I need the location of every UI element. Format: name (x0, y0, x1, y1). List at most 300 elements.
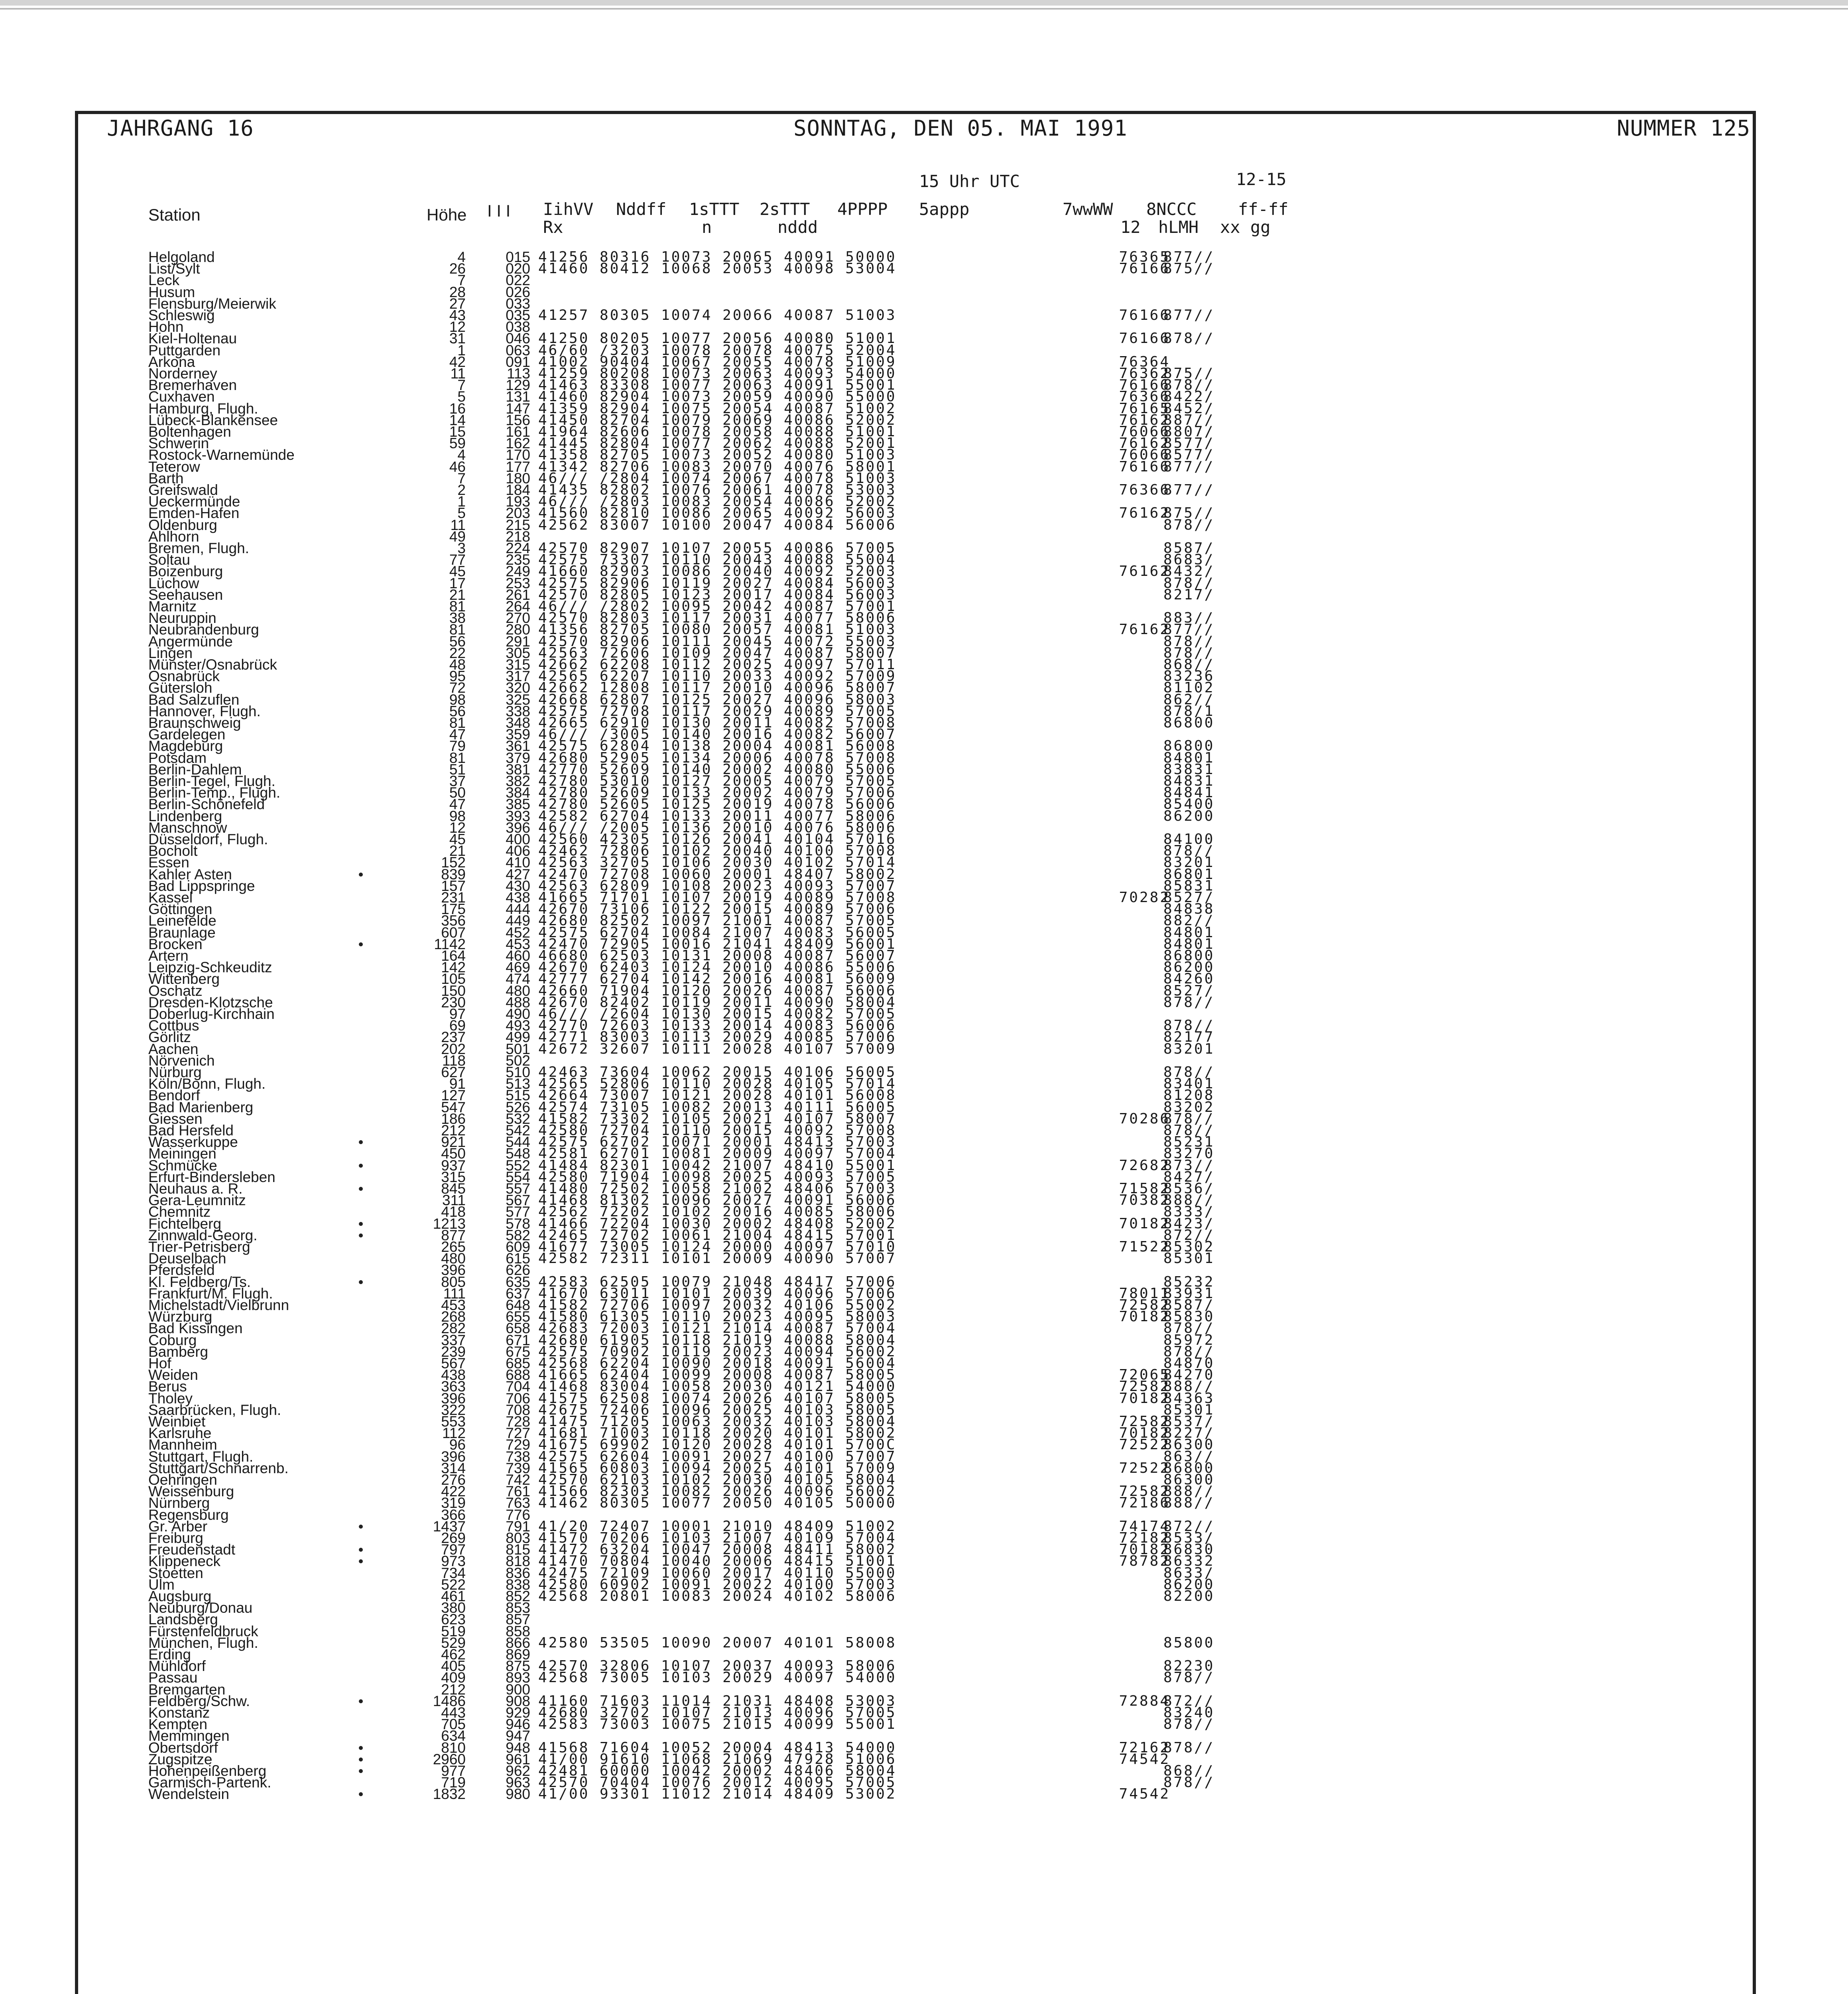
cloud-group: 85830 (1163, 1308, 1215, 1325)
station-number: 685 (506, 1355, 530, 1371)
synop-groups: 41256 80316 10073 20065 40091 50000 (538, 249, 897, 265)
cloud-group: 8807/ (1163, 424, 1215, 440)
station-name: Hamburg, Flugh. (148, 400, 258, 417)
weather-group: 76166 (1119, 260, 1170, 277)
station-name: Arkona (148, 353, 195, 370)
station-number: 947 (506, 1728, 530, 1744)
station-height: 17 (449, 575, 466, 591)
synop-groups: 41/20 72407 10001 21010 48409 51002 (538, 1518, 897, 1535)
station-number: 515 (506, 1087, 530, 1104)
station-height: 46 (449, 458, 466, 475)
station-name: Bad Salzuflen (148, 691, 240, 708)
cloud-group: 84841 (1163, 784, 1215, 801)
station-name: Giessen (148, 1110, 203, 1127)
station-name: Berlin-Dahlem (148, 761, 242, 778)
synop-groups: 41/00 91610 11068 21069 47928 51006 (538, 1751, 897, 1767)
ww12-column-header: 12 (1120, 217, 1141, 237)
synop-groups: 46/60 /3203 10078 20078 40075 52004 (538, 342, 897, 359)
station-name: Michelstadt/Vielbrunn (148, 1297, 289, 1313)
weather-group: 72582 (1119, 1297, 1170, 1313)
synop-groups: 42780 52605 10125 20019 40078 56006 (538, 796, 897, 813)
station-name: Potsdam (148, 749, 207, 766)
synop-groups: 42680 32702 10107 21013 40096 57005 (538, 1704, 897, 1721)
synop-groups: 41463 83308 10077 20063 40091 55001 (538, 377, 897, 394)
station-number: 203 (506, 505, 530, 522)
station-name: Nürburg (148, 1064, 202, 1080)
station-number: 305 (506, 644, 530, 661)
synop-groups: 42570 32806 10107 20037 40093 58006 (538, 1658, 897, 1675)
synop-groups: 42580 53505 10090 20007 40101 58008 (538, 1634, 897, 1651)
station-name: Zugspitze (148, 1751, 213, 1767)
station-number: 838 (506, 1576, 530, 1593)
station-height: 38 (449, 610, 466, 627)
station-name: Puttgarden (148, 342, 221, 359)
synop-groups: 42780 52609 10133 20002 40079 57006 (538, 784, 897, 801)
synop-groups: 42581 62701 10081 20009 40097 57004 (538, 1145, 897, 1162)
station-height: 453 (441, 1297, 466, 1313)
station-name: Berlin-Schönefeld (148, 796, 265, 813)
station-name: Stoetten (148, 1564, 203, 1581)
station-height: 45 (449, 831, 466, 847)
station-number: 453 (506, 936, 530, 952)
synop-groups: 42662 12808 10117 20010 40096 58007 (538, 680, 897, 696)
station-height: 607 (441, 924, 466, 941)
synop-groups: 42560 42305 10126 20041 40104 57016 (538, 831, 897, 847)
station-name: München, Flugh. (148, 1634, 258, 1651)
cloud-group: 878// (1163, 575, 1215, 591)
cloud-group: 86801 (1163, 866, 1215, 883)
ffff-column-header: ff-ff (1238, 199, 1289, 219)
station-number: 348 (506, 715, 530, 731)
cloud-group: 883// (1163, 610, 1215, 627)
station-number: 706 (506, 1390, 530, 1407)
station-name: Lüchow (148, 575, 199, 591)
cloud-group: 83201 (1163, 854, 1215, 871)
station-name: Mühldorf (148, 1658, 206, 1675)
station-number: 400 (506, 831, 530, 847)
cloud-group: 84270 (1163, 1367, 1215, 1383)
station-number: 147 (506, 400, 530, 417)
station-name: List/Sylt (148, 260, 200, 277)
station-height: 7 (457, 377, 466, 394)
station-number: 609 (506, 1239, 530, 1255)
synop-groups: 42670 62403 10124 20010 40086 55006 (538, 959, 897, 976)
synop-groups: 42580 60902 10091 20022 40100 57003 (538, 1576, 897, 1593)
cloud-group: 8536/ (1163, 1180, 1215, 1197)
station-name: Berus (148, 1378, 187, 1395)
cloud-group: 868// (1163, 1763, 1215, 1779)
station-name: Saarbrücken, Flugh. (148, 1401, 281, 1418)
station-number: 410 (506, 854, 530, 871)
station-number: 866 (506, 1634, 530, 1651)
station-number: 430 (506, 877, 530, 894)
station-height: 322 (441, 1401, 466, 1418)
time-label: 15 Uhr UTC (919, 171, 1020, 191)
mountain-station-marker (359, 1280, 363, 1284)
station-name: Soltau (148, 552, 190, 568)
station-height: 175 (441, 901, 466, 918)
weather-group: 72682 (1119, 1157, 1170, 1174)
weather-group: 76162 (1119, 435, 1170, 452)
station-number: 552 (506, 1157, 530, 1174)
station-height: 77 (449, 552, 466, 568)
station-number: 961 (506, 1751, 530, 1767)
station-name: Nürnberg (148, 1495, 210, 1511)
date-label: SONNTAG, DEN 05. MAI 1991 (793, 116, 1128, 141)
weather-group: 76162 (1119, 563, 1170, 580)
cloud-group: 872// (1163, 1693, 1215, 1709)
station-number: 948 (506, 1739, 530, 1756)
weather-group: 72065 (1119, 1367, 1170, 1383)
station-number: 361 (506, 738, 530, 755)
station-height: 11 (450, 516, 466, 533)
station-name: Greifswald (148, 482, 218, 498)
station-number: 557 (506, 1180, 530, 1197)
height-column-header: Höhe (427, 205, 467, 224)
station-column-header: Station (148, 205, 201, 224)
cloud-group: 83831 (1163, 761, 1215, 778)
station-number: 381 (506, 761, 530, 778)
station-name: Artern (148, 948, 189, 964)
station-number: 113 (507, 365, 530, 382)
station-name: Göttingen (148, 901, 213, 918)
synop-groups: 41250 80205 10077 20056 40080 51001 (538, 330, 897, 347)
station-number: 658 (506, 1320, 530, 1337)
synop-groups: 42470 72905 10016 21041 48409 56001 (538, 936, 897, 952)
station-height: 28 (449, 284, 466, 300)
station-height: 98 (449, 691, 466, 708)
cloud-group: 86200 (1163, 808, 1215, 824)
weather-group: 70182 (1119, 1541, 1170, 1558)
station-height: 314 (441, 1460, 466, 1476)
station-number: 384 (506, 784, 530, 801)
cloud-group: 84838 (1163, 901, 1215, 918)
station-name: Coburg (148, 1332, 197, 1348)
station-height: 157 (441, 877, 466, 894)
synop-groups: 42570 82906 10111 20045 40072 55003 (538, 633, 897, 650)
station-height: 396 (441, 1448, 466, 1465)
station-number: 728 (506, 1413, 530, 1430)
synop-groups: 42575 82906 10119 20027 40084 56003 (538, 575, 897, 591)
synop-groups: 42574 73105 10082 20013 40111 56005 (538, 1099, 897, 1115)
station-height: 1142 (434, 936, 466, 952)
weather-group: 76162 (1119, 621, 1170, 638)
pppp-column-header: 4PPPP (837, 199, 888, 219)
station-name: Magdeburg (148, 738, 223, 755)
cloud-group: 8683/ (1163, 552, 1215, 568)
station-height: 212 (441, 1122, 466, 1139)
station-number: 655 (506, 1308, 530, 1325)
synop-groups: 42462 72806 10102 20040 40100 57008 (538, 843, 897, 859)
synop-groups: 41002 90404 10067 20055 40078 51009 (538, 353, 897, 370)
cloud-group: 878// (1163, 843, 1215, 859)
scan-line (0, 8, 1848, 10)
station-number: 038 (506, 319, 530, 335)
synop-groups: 42662 62208 10112 20025 40097 57011 (538, 656, 897, 673)
station-name: Braunlage (148, 924, 216, 941)
station-name: Neubrandenburg (148, 621, 259, 638)
station-name: Bad Marienberg (148, 1099, 254, 1115)
station-name: Bamberg (148, 1343, 209, 1360)
nddff-column-header: Nddff (616, 199, 667, 219)
station-number: 675 (506, 1343, 530, 1360)
station-number: 577 (506, 1204, 530, 1220)
weather-group: 76162 (1119, 505, 1170, 522)
station-height: 409 (441, 1669, 466, 1686)
synop-groups: 42570 82805 10123 20017 40084 56003 (538, 586, 897, 603)
station-number: 776 (506, 1506, 530, 1523)
cloud-group: 868// (1163, 656, 1215, 673)
station-name: Leinefelde (148, 912, 216, 929)
station-name: Görlitz (148, 1029, 191, 1046)
station-name: Braunschweig (148, 715, 241, 731)
station-height: 12 (449, 319, 466, 335)
synop-groups: 41470 70804 10040 20006 48415 51001 (538, 1553, 897, 1570)
cloud-group: 82177 (1163, 1029, 1215, 1046)
jahrgang-label: JAHRGANG 16 (107, 116, 254, 141)
station-height: 142 (441, 959, 466, 976)
station-name: Bremen, Flugh. (148, 540, 249, 556)
cloud-group: 83240 (1163, 1704, 1215, 1721)
station-number: 637 (506, 1285, 530, 1302)
station-number: 803 (506, 1530, 530, 1546)
station-name: Ueckermünde (148, 493, 240, 510)
station-name: Passau (148, 1669, 198, 1686)
station-name: Freudenstadt (148, 1541, 236, 1558)
station-number: 818 (506, 1553, 530, 1570)
cloud-group: 85301 (1163, 1401, 1215, 1418)
station-height: 59 (449, 435, 466, 452)
station-height: 12 (449, 819, 466, 836)
station-name: Schmücke (148, 1157, 217, 1174)
synop-groups: 42777 62704 10142 20016 40081 56009 (538, 971, 897, 987)
cloud-group: 86800 (1163, 948, 1215, 964)
station-height: 461 (441, 1588, 466, 1604)
station-height: 230 (441, 994, 466, 1011)
station-number: 474 (506, 971, 530, 987)
synop-groups: 42470 72708 10060 20001 48407 58002 (538, 866, 897, 883)
station-height: 7 (457, 272, 466, 289)
station-height: 231 (441, 889, 466, 906)
station-name: Oschatz (148, 982, 203, 999)
synop-groups: 41568 71604 10052 20004 48413 54000 (538, 1739, 897, 1756)
synop-groups: 42665 62910 10130 20011 40082 57008 (538, 715, 897, 731)
mountain-station-marker (359, 1233, 363, 1237)
station-height: 31 (449, 330, 466, 347)
station-name: Kempten (148, 1716, 208, 1733)
cloud-group: 887// (1163, 412, 1215, 428)
cloud-group: 84870 (1163, 1355, 1215, 1371)
station-number: 980 (506, 1786, 530, 1803)
cloud-group: 877// (1163, 621, 1215, 638)
station-height: 164 (441, 948, 466, 964)
station-height: 705 (441, 1716, 466, 1733)
cloud-group: 86800 (1163, 738, 1215, 755)
weather-group: 71522 (1119, 1239, 1170, 1255)
station-name: Karlsruhe (148, 1425, 212, 1442)
nccc-column-header: 8NCCC (1146, 199, 1197, 219)
mountain-station-marker (359, 1187, 363, 1191)
cloud-group: 877// (1163, 307, 1215, 323)
cloud-group: 85972 (1163, 1332, 1215, 1348)
cloud-group: 878/1 (1163, 703, 1215, 719)
weather-group: 76066 (1119, 424, 1170, 440)
station-number: 490 (506, 1006, 530, 1022)
station-name: Weiden (148, 1367, 198, 1383)
station-height: 27 (449, 295, 466, 312)
cloud-group: 878// (1163, 633, 1215, 650)
station-name: Gütersloh (148, 680, 213, 696)
station-name: Köln/Bonn, Flugh. (148, 1076, 266, 1092)
station-name: Osnabrück (148, 668, 220, 685)
station-number: 857 (506, 1611, 530, 1628)
station-height: 81 (449, 621, 466, 638)
sappp-column-header: 5appp (919, 199, 970, 219)
station-name: Boizenburg (148, 563, 223, 580)
station-number: 291 (506, 633, 530, 650)
station-number: 253 (506, 575, 530, 591)
station-number: 444 (506, 901, 530, 918)
station-number: 869 (506, 1646, 530, 1663)
synop-groups: 46/// /2803 10083 20054 40086 52002 (538, 493, 897, 510)
station-height: 973 (441, 1553, 466, 1570)
station-height: 97 (449, 1006, 466, 1022)
station-height: 480 (441, 1250, 466, 1267)
synop-groups: 41160 71603 11014 21031 48408 53003 (538, 1693, 897, 1709)
ww-column-header: 7wwWW (1063, 199, 1113, 219)
cloud-group: 888// (1163, 1495, 1215, 1511)
station-name: Oldenburg (148, 516, 217, 533)
cloud-group: 878// (1163, 1017, 1215, 1034)
tttn-column-header: 1sTTT (689, 199, 740, 219)
station-name: Berlin-Tegel, Flugh. (148, 773, 276, 789)
station-name: Schwerin (148, 435, 209, 452)
synop-groups: 42565 62207 10110 20033 40092 57009 (538, 668, 897, 685)
station-name: Kassel (148, 889, 193, 906)
range-label: 12-15 (1236, 169, 1287, 189)
weather-group: 74542 (1119, 1786, 1170, 1803)
synop-groups: 41475 71205 10063 20032 40103 58004 (538, 1413, 897, 1430)
synop-groups: 46/// /2804 10074 20067 40078 51003 (538, 470, 897, 487)
synop-groups: 42780 53010 10127 20005 40079 57005 (538, 773, 897, 789)
cloud-group: 84801 (1163, 936, 1215, 952)
station-height: 937 (441, 1157, 466, 1174)
synop-groups: 41460 82904 10073 20059 40090 55000 (538, 388, 897, 405)
weather-group: 71582 (1119, 1180, 1170, 1197)
weather-group: 76366 (1119, 482, 1170, 498)
station-height: 47 (449, 726, 466, 743)
cloud-group: 878// (1163, 1122, 1215, 1139)
station-name: Bad Hersfeld (148, 1122, 234, 1139)
station-number: 875 (506, 1658, 530, 1675)
station-number: 791 (506, 1518, 530, 1535)
station-number: 325 (506, 691, 530, 708)
station-number: 648 (506, 1297, 530, 1313)
n-column-header: n (702, 217, 712, 237)
station-number: 261 (506, 586, 530, 603)
station-height: 239 (441, 1343, 466, 1360)
station-number: 131 (506, 388, 530, 405)
station-height: 977 (441, 1763, 466, 1779)
synop-groups: 41566 82303 10082 20026 40096 56002 (538, 1483, 897, 1500)
weather-group: 76166 (1119, 307, 1170, 323)
station-name: Landsberg (148, 1611, 218, 1628)
station-number: 449 (506, 912, 530, 929)
cloud-group: 83401 (1163, 1076, 1215, 1092)
cloud-group: 878// (1163, 1739, 1215, 1756)
station-name: Deuselbach (148, 1250, 226, 1267)
station-name: Gera-Leumnitz (148, 1192, 246, 1209)
synop-groups: 41677 73005 10124 20000 40097 57010 (538, 1239, 897, 1255)
station-height: 81 (449, 715, 466, 731)
synop-groups: 41356 82705 10080 20057 40081 51003 (538, 621, 897, 638)
synop-groups: 41480 72502 10058 21002 48406 57003 (538, 1180, 897, 1197)
cloud-group: 872// (1163, 1227, 1215, 1243)
station-height: 519 (441, 1623, 466, 1639)
cloud-group: 85831 (1163, 877, 1215, 894)
weather-group: 74174 (1119, 1518, 1170, 1535)
synop-groups: 42575 70902 10119 20023 40094 56002 (538, 1343, 897, 1360)
station-number: 763 (506, 1495, 530, 1511)
station-number: 385 (506, 796, 530, 813)
synop-groups: 42770 72603 10133 20014 40083 56006 (538, 1017, 897, 1034)
station-number: 396 (506, 819, 530, 836)
station-height: 3 (457, 540, 466, 556)
station-height: 1213 (433, 1215, 466, 1232)
synop-groups: 41580 61305 10110 20023 40095 58003 (538, 1308, 897, 1325)
station-name: Bocholt (148, 843, 198, 859)
station-name: Cottbus (148, 1017, 199, 1034)
synop-groups: 41665 62404 10099 20008 40087 58005 (538, 1367, 897, 1383)
cloud-group: 877// (1163, 458, 1215, 475)
station-number: 739 (506, 1460, 530, 1476)
cloud-group: 85800 (1163, 1634, 1215, 1651)
synop-groups: 41259 80208 10073 20063 40093 54000 (538, 365, 897, 382)
station-name: Kiel-Holtenau (148, 330, 237, 347)
station-name: Ulm (148, 1576, 175, 1593)
cloud-group: 85302 (1163, 1239, 1215, 1255)
cloud-group: 83202 (1163, 1099, 1215, 1115)
cloud-group: 888// (1163, 1192, 1215, 1209)
hlmh-column-header: hLMH (1158, 217, 1199, 237)
station-number: 180 (506, 470, 530, 487)
weather-group: 70182 (1119, 1308, 1170, 1325)
cloud-group: 878// (1163, 1774, 1215, 1791)
synop-groups: 42575 72708 10117 20029 40089 57005 (538, 703, 897, 719)
synop-groups: 42660 71904 10120 20026 40087 56006 (538, 982, 897, 999)
station-name: Erfurt-Bindersleben (148, 1168, 276, 1185)
synop-groups: 42580 72704 10110 20015 40092 57008 (538, 1122, 897, 1139)
weather-group: 76165 (1119, 400, 1170, 417)
cloud-group: 882// (1163, 912, 1215, 929)
station-number: 727 (506, 1425, 530, 1442)
station-height: 363 (441, 1378, 466, 1395)
station-name: Würzburg (148, 1308, 213, 1325)
station-height: 42 (449, 353, 466, 370)
station-height: 268 (441, 1308, 466, 1325)
synop-groups: 42568 73005 10103 20029 40097 54000 (538, 1669, 897, 1686)
station-number: 626 (506, 1262, 530, 1279)
station-height: 276 (441, 1472, 466, 1488)
synop-groups: 42580 71904 10098 20025 40093 57005 (538, 1168, 897, 1185)
station-height: 21 (449, 843, 466, 859)
station-number: 264 (506, 598, 530, 615)
station-name: Dresden-Klotzsche (148, 994, 273, 1011)
synop-groups: 42664 73007 10121 20028 40101 56008 (538, 1087, 897, 1104)
synop-groups: 46/// /3005 10140 20016 40082 56007 (538, 726, 897, 743)
station-height: 522 (441, 1576, 466, 1593)
station-number: 946 (506, 1716, 530, 1733)
